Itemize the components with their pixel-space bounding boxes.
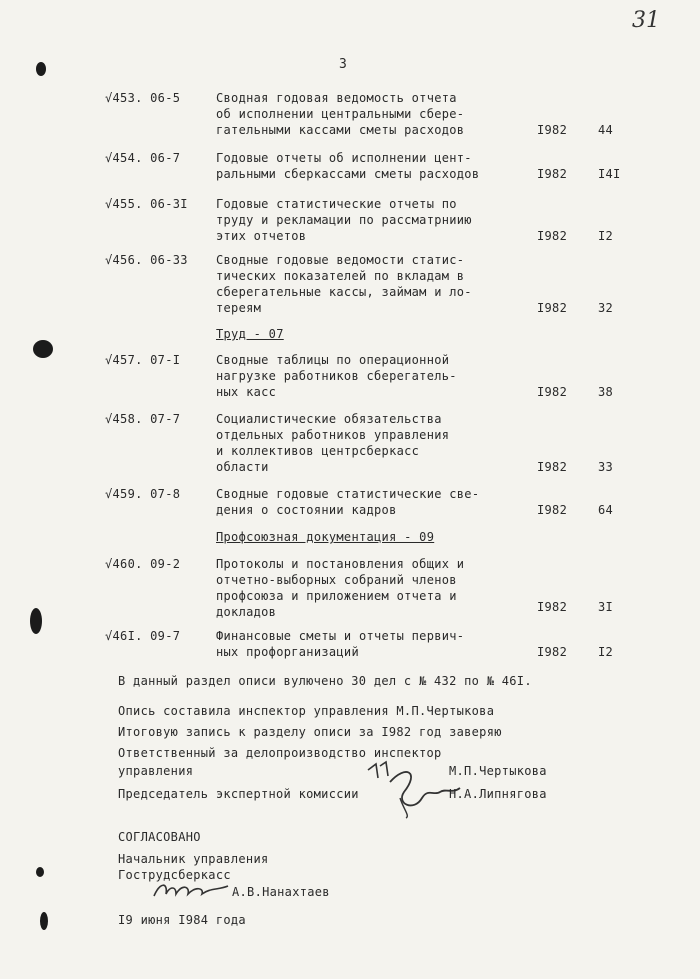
head-organization: Гострудсберкасс xyxy=(118,868,231,882)
entry-title-line: сберегательные кассы, займам и ло- xyxy=(216,285,472,299)
ink-blot xyxy=(36,62,46,76)
section-heading-labor: Труд - 07 xyxy=(216,327,284,341)
entry-title-line: Сводные таблицы по операционной xyxy=(216,353,450,367)
entry-number: √46I. 09-7 xyxy=(105,629,181,643)
responsible-name: М.П.Чертыкова xyxy=(449,764,547,778)
entry-number: √457. 07-I xyxy=(105,353,181,367)
entry-title-line: Сводные годовые статистические све- xyxy=(216,487,480,501)
entry-year: I982 xyxy=(537,301,568,315)
entry-title-line: области xyxy=(216,460,269,474)
entry-title-line: профсоюза и приложением отчета и xyxy=(216,589,457,603)
entry-title-line: труду и рекламации по рассматрниию xyxy=(216,213,472,227)
entry-number: √454. 06-7 xyxy=(105,151,181,165)
entry-year: I982 xyxy=(537,123,568,137)
entry-year: I982 xyxy=(537,385,568,399)
entry-title-line: ных касс xyxy=(216,385,277,399)
commission-chair-line: Председатель экспертной комиссии xyxy=(118,787,359,801)
entry-sheet-count: I4I xyxy=(598,167,621,181)
approval-date: I9 июня I984 года xyxy=(118,913,246,927)
entry-year: I982 xyxy=(537,645,568,659)
head-signature xyxy=(150,876,232,902)
entry-title-line: отдельных работников управления xyxy=(216,428,450,442)
commission-chair-name: Н.А.Липнягова xyxy=(449,787,547,801)
entry-title-line: ральными сберкассами сметы расходов xyxy=(216,167,480,181)
entry-title-line: об исполнении центральными сбере- xyxy=(216,107,465,121)
entry-title-line: Годовые статистические отчеты по xyxy=(216,197,457,211)
ink-blot xyxy=(40,912,48,930)
entry-number: √456. 06-33 xyxy=(105,253,188,267)
entry-title-line: Протоколы и постановления общих и xyxy=(216,557,465,571)
archive-sheet-number: 31 xyxy=(632,8,660,33)
head-name: А.В.Нанахтаев xyxy=(232,885,330,899)
entry-sheet-count: 33 xyxy=(598,460,614,474)
entry-title-line: ных профорганизаций xyxy=(216,645,359,659)
entry-number: √455. 06-3I xyxy=(105,197,188,211)
ink-blot xyxy=(30,608,42,634)
certification-line: Итоговую запись к разделу описи за I982 год заверяю xyxy=(118,725,502,739)
entry-sheet-count: 44 xyxy=(598,123,614,137)
head-title: Начальник управления xyxy=(118,852,269,866)
entry-title-line: дения о состоянии кадров xyxy=(216,503,397,517)
entry-title-line: отчетно-выборных собраний членов xyxy=(216,573,457,587)
responsible-line-2: управления xyxy=(118,764,194,778)
entry-title-line: Сводная годовая ведомость отчета xyxy=(216,91,457,105)
entry-sheet-count: 3I xyxy=(598,600,614,614)
entry-year: I982 xyxy=(537,167,568,181)
approval-heading: СОГЛАСОВАНО xyxy=(118,830,201,844)
entry-title-line: Годовые отчеты об исполнении цент- xyxy=(216,151,472,165)
entry-sheet-count: 38 xyxy=(598,385,614,399)
entry-sheet-count: 64 xyxy=(598,503,614,517)
entry-year: I982 xyxy=(537,229,568,243)
entry-title-line: тических показателей по вкладам в xyxy=(216,269,465,283)
page-number: 3 xyxy=(339,57,348,72)
entry-number: √453. 06-5 xyxy=(105,91,181,105)
ink-blot xyxy=(36,867,44,877)
responsible-line: Ответственный за делопроизводство инспектор xyxy=(118,746,442,760)
entry-title-line: нагрузке работников сберегатель- xyxy=(216,369,457,383)
section-heading-union: Профсоюзная документация - 09 xyxy=(216,530,435,544)
entry-title-line: Сводные годовые ведомости статис- xyxy=(216,253,465,267)
entry-sheet-count: 32 xyxy=(598,301,614,315)
entry-sheet-count: I2 xyxy=(598,229,614,243)
entry-title-line: и коллективов центрсберкасс xyxy=(216,444,420,458)
entry-title-line: Социалистические обязательства xyxy=(216,412,442,426)
entry-year: I982 xyxy=(537,460,568,474)
entry-title-line: докладов xyxy=(216,605,277,619)
entry-title-line: гательными кассами сметы расходов xyxy=(216,123,465,137)
entry-title-line: этих отчетов xyxy=(216,229,307,243)
entry-year: I982 xyxy=(537,503,568,517)
ink-blot xyxy=(33,340,53,358)
entry-title-line: Финансовые сметы и отчеты первич- xyxy=(216,629,465,643)
entry-number: √459. 07-8 xyxy=(105,487,181,501)
entry-number: √458. 07-7 xyxy=(105,412,181,426)
entry-number: √460. 09-2 xyxy=(105,557,181,571)
entry-year: I982 xyxy=(537,600,568,614)
compiled-by-line: Опись составила инспектор управления М.П.Чертыкова xyxy=(118,704,495,718)
entry-title-line: тереям xyxy=(216,301,262,315)
entry-sheet-count: I2 xyxy=(598,645,614,659)
section-summary: В данный раздел описи вулючено 30 дел с № 432 по № 46I. xyxy=(118,674,532,688)
